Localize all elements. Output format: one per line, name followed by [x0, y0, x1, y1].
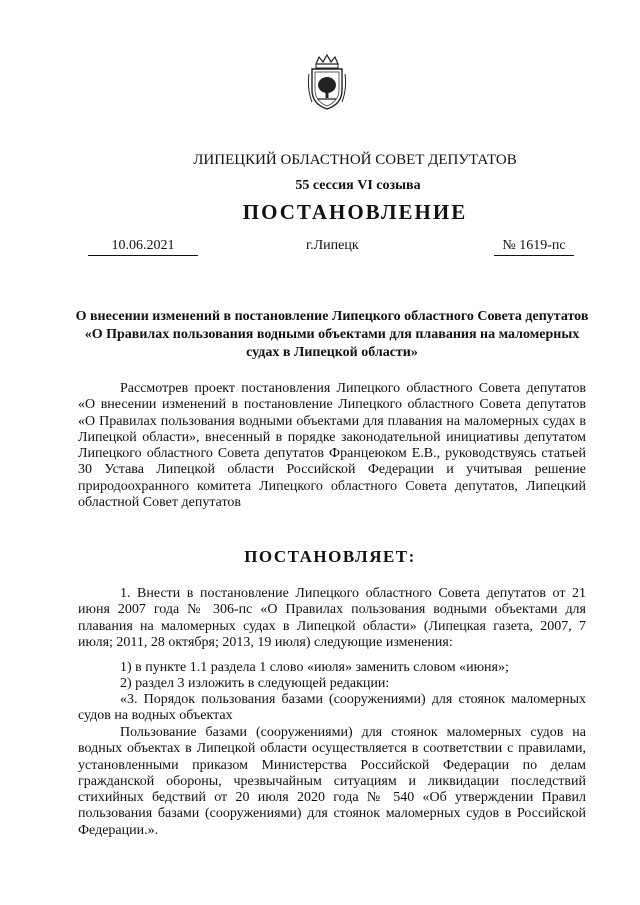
item-1-paragraph: 1. Внести в постановление Липецкого областного Совета депутатов от 21 июня 2007 года № 306-пс «О Правилах пользования водными объектами для плавания на маломерных судах в Липецкой области» (Липецкая газета, 2007, 7 июля; 2011, 28 октября; 2013, 19 июля) следующие изменения: [78, 586, 586, 650]
document-subject: О внесении изменений в постановление Липецкого областного Совета депутатов «О Правилах пользования водными объектами для плавания на маломерных судах в Липецкой области» [75, 309, 589, 360]
organization-name: ЛИПЕЦКИЙ ОБЛАСТНОЙ СОВЕТ ДЕПУТАТОВ [193, 152, 517, 168]
section-3-title: «3. Порядок пользования базами (сооружениями) для стоянок маломерных судов на водных объектах [78, 692, 586, 724]
preamble-paragraph: Рассмотрев проект постановления Липецкого областного Совета депутатов «О внесении изменений в постановление Липецкого областного Совета депутатов «О Правилах пользования водными объектами для плавания на маломерных судах в Липецкой области», внесенный в порядке законодательной инициативы депутатом Липецкого областного Совета депутатов Францеюком Е.В., руководствуясь статьей 30 Устава Липецкой области Российской Федерации и учитывая решение природоохранного комитета Липецкого областного Совета депутатов, Липецкий областной Совет депутатов [78, 381, 586, 511]
document-date: 10.06.2021 [88, 238, 198, 256]
document-city: г.Липецк [306, 238, 359, 253]
coat-of-arms-icon [306, 54, 348, 112]
document-number: № 1619-пс [494, 238, 574, 256]
document-type-title: ПОСТАНОВЛЕНИЕ [242, 200, 468, 224]
section-3-body: Пользование базами (сооружениями) для стоянок маломерных судов на водных объектах в Липецкой области осуществляется в соответствии с правилами, установленными приказом Министерства Российской Федерации по делам гражданской обороны, чрезвычайным ситуациям и ликвидации последствий стихийных бедствий от 20 июля 2020 года № 540 «Об утверждении Правил пользования базами (сооружениями) для стоянок маломерных судов в Российской Федерации.». [78, 725, 586, 838]
subitem-1: 1) в пункте 1.1 раздела 1 слово «июля» заменить словом «июня»; [120, 660, 509, 675]
session-number: 55 сессия VI созыва [295, 178, 421, 193]
subitem-2: 2) раздел 3 изложить в следующей редакции: [120, 676, 390, 691]
resolves-heading: ПОСТАНОВЛЯЕТ: [244, 547, 416, 566]
